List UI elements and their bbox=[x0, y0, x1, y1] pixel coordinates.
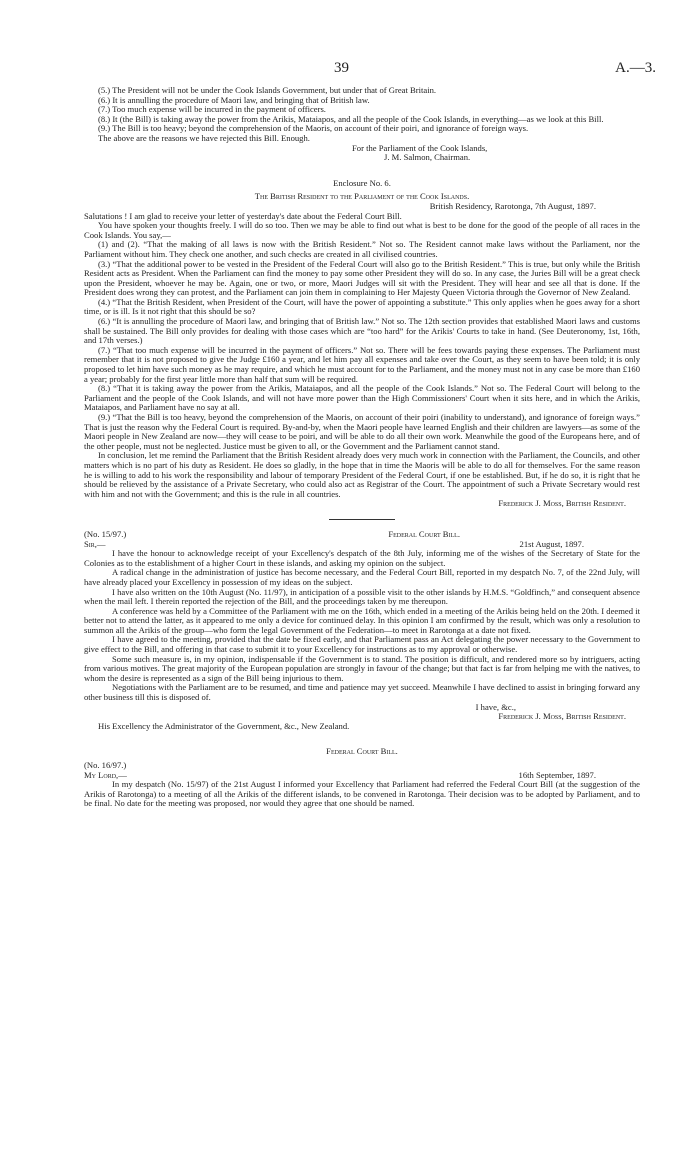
chairman-signature: J. M. Salmon, Chairman. bbox=[384, 152, 471, 163]
parliament-signature-line: For the Parliament of the Cook Islands, bbox=[352, 142, 488, 153]
document-reference: A.—3. bbox=[615, 60, 656, 76]
reason-item: (5.) The President will not be under the Cook Islands Government, but under that of Great Britain. bbox=[98, 85, 437, 95]
enclosure-title: Enclosure No. 6. bbox=[333, 177, 391, 188]
letter-closing: I have, &c., bbox=[475, 701, 516, 712]
letter-15-97 bbox=[84, 530, 640, 731]
reason-item: (6.) It is annulling the procedure of Maori law, and bringing that of British law. bbox=[98, 94, 370, 105]
enclosure-paragraph: (1) and (2). “That the making of all laws is now with the British Resident.” Not so. The Resident cannot make laws without the Parliament, nor the Parliament without him. They check one another, and such checks are created in all civilised countries. bbox=[84, 239, 640, 259]
enclosure-subtitle: The British Resident to the Parliament of the Cook Islands. bbox=[254, 191, 470, 202]
reason-item: (8.) It (the Bill) is taking away the power from the Arikis, Mataiapos, and all the people of the Cook Islands, in everything—as we look at this Bill. bbox=[98, 113, 604, 124]
reason-item: (7.) Too much expense will be incurred in the payment of officers. bbox=[98, 104, 326, 115]
letter-paragraph: Negotiations with the Parliament are to be resumed, and time and patience may yet succeed. Meanwhile I have declined to assist in bringing forward any other business till this is disposed of. bbox=[84, 682, 640, 703]
reasons-list bbox=[84, 86, 640, 163]
letter-paragraph: A radical change in the administration of justice has become necessary, and the Federal Court Bill, reported in my despatch No. 7, of the 22nd July, will have already placed your Excellency in possession of my ideas on the subject. bbox=[84, 567, 640, 587]
letter-date: 16th September, 1897. bbox=[518, 769, 596, 780]
enclosure-paragraph: (9.) “That the Bill is too heavy, beyond the comprehension of the Maoris, on account of their poiri (inability to understand), and ignorance of foreign ways.” That is just the reason why the Federal Court is required. By-and-by, when the Maori people have learned English and their children are lawyers—as some of the Maori people in New Zealand are now—they will cease to be poiri, and will be able to do all their own work. Meanwhile the good of the Europeans here, and of the other people, must not be neglected. Justice must be given to all, or the Government and the Parliament cannot stand. bbox=[84, 412, 640, 451]
letter-date: 21st August, 1897. bbox=[519, 538, 584, 549]
letter-paragraph: I have also written on the 10th August (No. 11/97), in anticipation of a possible visit to the other islands by H.M.S. “Goldfinch,” and consequent absence when the mail left. I therein reported the rejection of the Bill, and the proceedings taken by me thereupon. bbox=[84, 586, 640, 607]
letter-paragraph: A conference was held by a Committee of the Parliament with me on the 16th, which ended in a meeting of the Arikis being held on the 20th. I deemed it better not to attend the latter, as it appeared to me only a device for continued delay. In this opinion I am confirmed by the result, which was only a resolution to summon all the Arikis of the group—who form the legal Government of the Federation—to meet in Rarotonga at a date not fixed. bbox=[84, 605, 640, 635]
enclosure-paragraph: (3.) “That the additional power to be vested in the President of the Federal Court will also go to the British Resident.” This is true, but only while the British Resident acts as President. When the Parliament can find the money to pay some other President they will do so. In any case, the Juries Bill will be a great check upon the President, whoever he may be. Again, one or two, or more, Maori Judges will sit with the President. They will hear and see all that is done. If the President does wrong they can protest, and the Parliament can join them in complaining to Her Majesty Queen Victoria through the Governor of New Zealand. bbox=[84, 258, 640, 298]
letter-paragraph: In my despatch (No. 15/97) of the 21st August I informed your Excellency that Parliament had referred the Federal Court Bill (at the suggestion of the Arikis of Rarotonga) to a meeting of all the Arikis of the different islands, to be convened in Rarotonga. Their decision was to be adopted by Parliament, and to be final. No date for the meeting was proposed, nor would they agree that one should be named. bbox=[84, 779, 640, 809]
reasons-closing: The above are the reasons we have rejected this Bill. Enough. bbox=[98, 132, 310, 143]
reason-item: (9.) The Bill is too heavy; beyond the comprehension of the Maoris, on account of their poiri, and ignorance of foreign ways. bbox=[98, 123, 529, 134]
letter-title: Federal Court Bill. bbox=[326, 746, 398, 757]
enclosure-paragraph: You have spoken your thoughts freely. I will do so too. Then we may be able to find out what is best to be done for the good of the people of all races in the Cook Islands. You say,— bbox=[84, 220, 640, 240]
letter-title: Federal Court Bill. bbox=[388, 528, 460, 539]
letter-paragraph: I have agreed to the meeting, provided that the date be fixed early, and that Parliament pass an Act delegating the power necessary to the Government to give effect to the Bill, and offering in that case to submit it to your Excellency for instructions as to my approval or otherwise. bbox=[84, 634, 640, 655]
section-divider bbox=[329, 519, 395, 520]
enclosure-paragraph: In conclusion, let me remind the Parliament that the British Resident already does very much work in connection with the Parliament, the Councils, and other matters which is no part of his duty as Resident. He does so gladly, in the hope that in time the Maoris will be able to do all for themselves. For the same reason he is willing to add to his work the responsibility and labour of temporary President of the Federal Court, if one be established. But, if he do so, it is right that he should be relieved by the assistance of a Private Secretary, who could also act as Registrar of the Court. The appointment of such a Private Secretary would rest with him and not with the Government; and this is the rule in all countries. bbox=[84, 450, 640, 499]
page-number: 39 bbox=[334, 60, 349, 76]
letter-paragraph: I have the honour to acknowledge receipt of your Excellency's despatch of the 8th July, informing me of the wishes of the Secretary of State for the Colonies as to the establishment of a higher Court in these islands, and asking my opinion on the subject. bbox=[84, 548, 640, 568]
enclosure-paragraph: (8.) “That it is taking away the power from the Arikis, Mataiapos, and all the people of the Cook Islands.” Not so. The Federal Court will belong to the Parliament and the people of the Cook Islands, and will not have more power than the High Commissioners' Court when it sits here, and in which the Arikis, Mataiapos, and Parliament have no say at all. bbox=[84, 383, 640, 413]
letter-16-97 bbox=[84, 747, 640, 809]
enclosure-paragraph: (4.) “That the British Resident, when President of the Court, will have the power of appointing a substitute.” This only applies when he goes away for a short time, or is ill. Is it not right that this should be so? bbox=[84, 296, 640, 317]
letter-addressee: His Excellency the Administrator of the Government, &c., New Zealand. bbox=[98, 720, 350, 731]
enclosure-signature: Frederick J. Moss, British Resident. bbox=[498, 498, 626, 509]
letter-signature: Frederick J. Moss, British Resident. bbox=[498, 711, 626, 722]
page-header bbox=[0, 60, 700, 80]
letter-number: (No. 15/97.) bbox=[84, 528, 127, 539]
enclosure-salutation: Salutations ! I am glad to receive your letter of yesterday's date about the Federal Court Bill. bbox=[84, 210, 402, 221]
letter-salutation: My Lord,— bbox=[84, 769, 127, 780]
enclosure-dateline: British Residency, Rarotonga, 7th August, 1897. bbox=[429, 200, 596, 211]
enclosure-paragraph: (7.) “That too much expense will be incurred in the payment of officers.” Not so. There will be fees towards paying these expenses. The Parliament must remember that it is not proposed to give the Judge £160 a year, and let him pay all expenses and take over the Court, as they seem to have been told; it is only proposed to let him have such money as he may require, and which he must account for to the Parliament, and the money must not in any case be more than £160 a year; probably for the first year little more than half that sum will be required. bbox=[84, 344, 640, 384]
enclosure-paragraph: (6.) “It is annulling the procedure of Maori law, and bringing that of British law.” Not so. The 12th section provides that established Maori laws and customs shall be sustained. The Bill only provides for dealing with those cases which are “too hard” for the Arikis' Courts to take in hand. (See Deuteronomy, 1st, 16th, and 17th verses.) bbox=[84, 316, 640, 346]
enclosure-section bbox=[84, 179, 640, 509]
letter-number: (No. 16/97.) bbox=[84, 760, 127, 770]
document-body bbox=[84, 86, 640, 809]
letter-paragraph: Some such measure is, in my opinion, indispensable if the Government is to stand. The position is difficult, and rendered more so by intriguers, acting from various motives. The great majority of the European population are strongly in favour of the change; but that fact is far from helping me with the natives, to whom the desire is represented as a sign of the Bill being injurious to them. bbox=[84, 653, 640, 683]
letter-salutation: Sir,— bbox=[84, 538, 106, 549]
